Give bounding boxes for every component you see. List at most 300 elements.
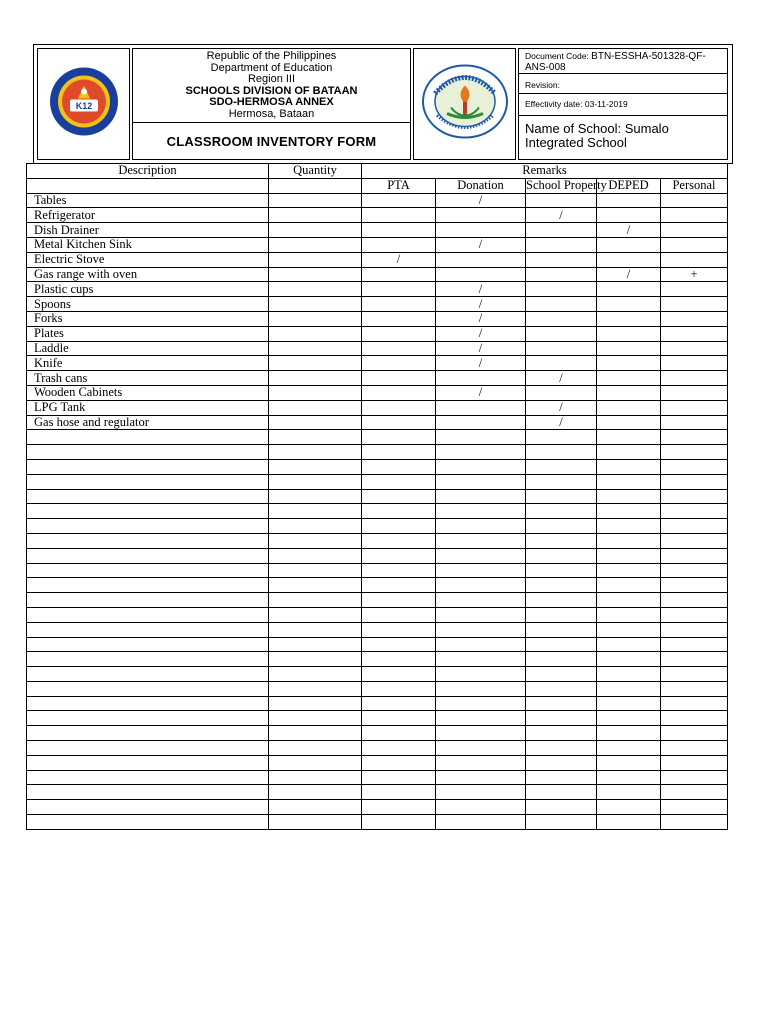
- cell-quantity[interactable]: [269, 237, 362, 252]
- blank-cell[interactable]: [27, 489, 269, 504]
- cell-description[interactable]: Gas range with oven: [27, 267, 269, 282]
- blank-cell[interactable]: [436, 815, 526, 830]
- blank-cell[interactable]: [526, 755, 597, 770]
- cell-pta[interactable]: [362, 385, 436, 400]
- blank-cell[interactable]: [436, 519, 526, 534]
- cell-personal[interactable]: [661, 415, 728, 430]
- blank-cell[interactable]: [436, 430, 526, 445]
- cell-quantity[interactable]: [269, 208, 362, 223]
- blank-cell[interactable]: [362, 563, 436, 578]
- cell-deped[interactable]: [597, 311, 661, 326]
- blank-cell[interactable]: [436, 637, 526, 652]
- blank-cell[interactable]: [269, 637, 362, 652]
- blank-cell[interactable]: [597, 741, 661, 756]
- blank-cell[interactable]: [436, 726, 526, 741]
- blank-cell[interactable]: [269, 726, 362, 741]
- blank-cell[interactable]: [526, 696, 597, 711]
- cell-donation[interactable]: [436, 267, 526, 282]
- blank-cell[interactable]: [526, 533, 597, 548]
- cell-personal[interactable]: [661, 193, 728, 208]
- cell-pta[interactable]: [362, 415, 436, 430]
- cell-quantity[interactable]: [269, 252, 362, 267]
- blank-cell[interactable]: [436, 785, 526, 800]
- blank-cell[interactable]: [436, 563, 526, 578]
- blank-cell[interactable]: [27, 637, 269, 652]
- cell-deped[interactable]: [597, 400, 661, 415]
- cell-pta[interactable]: [362, 326, 436, 341]
- blank-cell[interactable]: [436, 504, 526, 519]
- cell-pta[interactable]: [362, 371, 436, 386]
- blank-cell[interactable]: [661, 607, 728, 622]
- blank-cell[interactable]: [661, 563, 728, 578]
- cell-pta[interactable]: [362, 223, 436, 238]
- blank-cell[interactable]: [27, 755, 269, 770]
- cell-quantity[interactable]: [269, 223, 362, 238]
- blank-cell[interactable]: [362, 637, 436, 652]
- blank-cell[interactable]: [526, 489, 597, 504]
- cell-description[interactable]: Spoons: [27, 297, 269, 312]
- blank-cell[interactable]: [526, 519, 597, 534]
- blank-cell[interactable]: [526, 622, 597, 637]
- blank-cell[interactable]: [526, 681, 597, 696]
- cell-donation[interactable]: [436, 415, 526, 430]
- blank-cell[interactable]: [436, 741, 526, 756]
- cell-personal[interactable]: [661, 252, 728, 267]
- blank-cell[interactable]: [269, 459, 362, 474]
- blank-cell[interactable]: [597, 578, 661, 593]
- blank-cell[interactable]: [269, 755, 362, 770]
- blank-cell[interactable]: [661, 593, 728, 608]
- blank-cell[interactable]: [661, 800, 728, 815]
- cell-personal[interactable]: [661, 311, 728, 326]
- blank-cell[interactable]: [436, 593, 526, 608]
- cell-personal[interactable]: [661, 356, 728, 371]
- blank-cell[interactable]: [269, 563, 362, 578]
- blank-cell[interactable]: [362, 681, 436, 696]
- blank-cell[interactable]: [597, 770, 661, 785]
- blank-cell[interactable]: [27, 533, 269, 548]
- blank-cell[interactable]: [362, 607, 436, 622]
- cell-description[interactable]: Electric Stove: [27, 252, 269, 267]
- cell-deped[interactable]: [597, 237, 661, 252]
- cell-deped[interactable]: /: [597, 267, 661, 282]
- cell-personal[interactable]: [661, 237, 728, 252]
- cell-pta[interactable]: [362, 341, 436, 356]
- blank-cell[interactable]: [27, 711, 269, 726]
- blank-cell[interactable]: [27, 800, 269, 815]
- blank-cell[interactable]: [27, 741, 269, 756]
- cell-donation[interactable]: /: [436, 341, 526, 356]
- cell-description[interactable]: LPG Tank: [27, 400, 269, 415]
- blank-cell[interactable]: [526, 474, 597, 489]
- blank-cell[interactable]: [362, 474, 436, 489]
- blank-cell[interactable]: [597, 681, 661, 696]
- cell-description[interactable]: Laddle: [27, 341, 269, 356]
- cell-description[interactable]: Plastic cups: [27, 282, 269, 297]
- blank-cell[interactable]: [661, 489, 728, 504]
- blank-cell[interactable]: [27, 474, 269, 489]
- blank-cell[interactable]: [597, 459, 661, 474]
- blank-cell[interactable]: [597, 504, 661, 519]
- blank-cell[interactable]: [661, 652, 728, 667]
- cell-donation[interactable]: /: [436, 326, 526, 341]
- blank-cell[interactable]: [362, 785, 436, 800]
- blank-cell[interactable]: [362, 696, 436, 711]
- cell-school-property[interactable]: [526, 267, 597, 282]
- blank-cell[interactable]: [597, 785, 661, 800]
- cell-quantity[interactable]: [269, 193, 362, 208]
- blank-cell[interactable]: [269, 445, 362, 460]
- blank-cell[interactable]: [597, 622, 661, 637]
- blank-cell[interactable]: [661, 711, 728, 726]
- cell-pta[interactable]: [362, 193, 436, 208]
- cell-donation[interactable]: /: [436, 297, 526, 312]
- blank-cell[interactable]: [27, 726, 269, 741]
- blank-cell[interactable]: [362, 548, 436, 563]
- cell-deped[interactable]: [597, 385, 661, 400]
- cell-school-property[interactable]: /: [526, 371, 597, 386]
- cell-personal[interactable]: [661, 371, 728, 386]
- cell-pta[interactable]: [362, 282, 436, 297]
- cell-school-property[interactable]: /: [526, 208, 597, 223]
- cell-deped[interactable]: [597, 326, 661, 341]
- blank-cell[interactable]: [661, 445, 728, 460]
- cell-school-property[interactable]: [526, 326, 597, 341]
- cell-donation[interactable]: /: [436, 237, 526, 252]
- blank-cell[interactable]: [27, 785, 269, 800]
- blank-cell[interactable]: [27, 459, 269, 474]
- blank-cell[interactable]: [436, 474, 526, 489]
- blank-cell[interactable]: [269, 578, 362, 593]
- cell-quantity[interactable]: [269, 341, 362, 356]
- blank-cell[interactable]: [661, 741, 728, 756]
- blank-cell[interactable]: [661, 548, 728, 563]
- cell-description[interactable]: Dish Drainer: [27, 223, 269, 238]
- blank-cell[interactable]: [27, 548, 269, 563]
- cell-quantity[interactable]: [269, 311, 362, 326]
- cell-description[interactable]: Plates: [27, 326, 269, 341]
- blank-cell[interactable]: [27, 667, 269, 682]
- cell-donation[interactable]: [436, 223, 526, 238]
- blank-cell[interactable]: [597, 474, 661, 489]
- blank-cell[interactable]: [436, 445, 526, 460]
- blank-cell[interactable]: [27, 563, 269, 578]
- cell-personal[interactable]: [661, 282, 728, 297]
- blank-cell[interactable]: [269, 741, 362, 756]
- blank-cell[interactable]: [436, 548, 526, 563]
- blank-cell[interactable]: [436, 489, 526, 504]
- blank-cell[interactable]: [436, 711, 526, 726]
- blank-cell[interactable]: [526, 652, 597, 667]
- blank-cell[interactable]: [597, 445, 661, 460]
- cell-description[interactable]: Tables: [27, 193, 269, 208]
- blank-cell[interactable]: [436, 681, 526, 696]
- cell-quantity[interactable]: [269, 385, 362, 400]
- blank-cell[interactable]: [526, 430, 597, 445]
- cell-quantity[interactable]: [269, 415, 362, 430]
- blank-cell[interactable]: [362, 578, 436, 593]
- blank-cell[interactable]: [661, 755, 728, 770]
- cell-school-property[interactable]: [526, 237, 597, 252]
- cell-description[interactable]: Gas hose and regulator: [27, 415, 269, 430]
- blank-cell[interactable]: [269, 652, 362, 667]
- blank-cell[interactable]: [362, 519, 436, 534]
- cell-deped[interactable]: [597, 193, 661, 208]
- blank-cell[interactable]: [269, 430, 362, 445]
- blank-cell[interactable]: [269, 533, 362, 548]
- blank-cell[interactable]: [269, 548, 362, 563]
- cell-deped[interactable]: [597, 371, 661, 386]
- blank-cell[interactable]: [269, 667, 362, 682]
- blank-cell[interactable]: [269, 681, 362, 696]
- blank-cell[interactable]: [526, 548, 597, 563]
- blank-cell[interactable]: [661, 474, 728, 489]
- blank-cell[interactable]: [526, 741, 597, 756]
- blank-cell[interactable]: [597, 607, 661, 622]
- blank-cell[interactable]: [661, 726, 728, 741]
- cell-description[interactable]: Forks: [27, 311, 269, 326]
- cell-donation[interactable]: /: [436, 385, 526, 400]
- cell-description[interactable]: Refrigerator: [27, 208, 269, 223]
- blank-cell[interactable]: [526, 667, 597, 682]
- cell-quantity[interactable]: [269, 267, 362, 282]
- cell-personal[interactable]: [661, 297, 728, 312]
- blank-cell[interactable]: [526, 445, 597, 460]
- blank-cell[interactable]: [597, 667, 661, 682]
- blank-cell[interactable]: [27, 578, 269, 593]
- blank-cell[interactable]: [269, 519, 362, 534]
- cell-school-property[interactable]: [526, 297, 597, 312]
- cell-pta[interactable]: [362, 311, 436, 326]
- blank-cell[interactable]: [661, 815, 728, 830]
- blank-cell[interactable]: [27, 770, 269, 785]
- blank-cell[interactable]: [661, 430, 728, 445]
- cell-quantity[interactable]: [269, 326, 362, 341]
- blank-cell[interactable]: [269, 800, 362, 815]
- blank-cell[interactable]: [597, 800, 661, 815]
- blank-cell[interactable]: [436, 696, 526, 711]
- cell-personal[interactable]: [661, 400, 728, 415]
- cell-donation[interactable]: /: [436, 311, 526, 326]
- blank-cell[interactable]: [269, 711, 362, 726]
- cell-donation[interactable]: /: [436, 356, 526, 371]
- blank-cell[interactable]: [269, 489, 362, 504]
- blank-cell[interactable]: [597, 815, 661, 830]
- blank-cell[interactable]: [269, 622, 362, 637]
- blank-cell[interactable]: [526, 726, 597, 741]
- blank-cell[interactable]: [661, 504, 728, 519]
- cell-description[interactable]: Wooden Cabinets: [27, 385, 269, 400]
- blank-cell[interactable]: [436, 578, 526, 593]
- cell-school-property[interactable]: [526, 223, 597, 238]
- blank-cell[interactable]: [269, 607, 362, 622]
- cell-pta[interactable]: [362, 208, 436, 223]
- blank-cell[interactable]: [661, 519, 728, 534]
- blank-cell[interactable]: [269, 474, 362, 489]
- blank-cell[interactable]: [362, 533, 436, 548]
- blank-cell[interactable]: [597, 637, 661, 652]
- blank-cell[interactable]: [661, 770, 728, 785]
- blank-cell[interactable]: [362, 459, 436, 474]
- cell-quantity[interactable]: [269, 356, 362, 371]
- cell-description[interactable]: Metal Kitchen Sink: [27, 237, 269, 252]
- blank-cell[interactable]: [27, 681, 269, 696]
- blank-cell[interactable]: [661, 696, 728, 711]
- blank-cell[interactable]: [362, 741, 436, 756]
- blank-cell[interactable]: [597, 533, 661, 548]
- blank-cell[interactable]: [436, 800, 526, 815]
- blank-cell[interactable]: [436, 652, 526, 667]
- blank-cell[interactable]: [597, 519, 661, 534]
- blank-cell[interactable]: [526, 815, 597, 830]
- cell-pta[interactable]: [362, 356, 436, 371]
- cell-personal[interactable]: [661, 208, 728, 223]
- cell-school-property[interactable]: [526, 193, 597, 208]
- blank-cell[interactable]: [27, 504, 269, 519]
- blank-cell[interactable]: [269, 785, 362, 800]
- cell-personal[interactable]: [661, 326, 728, 341]
- cell-school-property[interactable]: [526, 385, 597, 400]
- cell-donation[interactable]: [436, 371, 526, 386]
- blank-cell[interactable]: [27, 430, 269, 445]
- blank-cell[interactable]: [597, 755, 661, 770]
- blank-cell[interactable]: [597, 548, 661, 563]
- cell-school-property[interactable]: [526, 311, 597, 326]
- blank-cell[interactable]: [526, 785, 597, 800]
- blank-cell[interactable]: [362, 815, 436, 830]
- blank-cell[interactable]: [526, 770, 597, 785]
- blank-cell[interactable]: [362, 652, 436, 667]
- blank-cell[interactable]: [269, 770, 362, 785]
- blank-cell[interactable]: [27, 815, 269, 830]
- cell-description[interactable]: Knife: [27, 356, 269, 371]
- cell-personal[interactable]: +: [661, 267, 728, 282]
- cell-school-property[interactable]: /: [526, 400, 597, 415]
- blank-cell[interactable]: [362, 726, 436, 741]
- blank-cell[interactable]: [526, 607, 597, 622]
- cell-pta[interactable]: /: [362, 252, 436, 267]
- blank-cell[interactable]: [661, 622, 728, 637]
- blank-cell[interactable]: [661, 533, 728, 548]
- blank-cell[interactable]: [526, 711, 597, 726]
- cell-deped[interactable]: [597, 297, 661, 312]
- blank-cell[interactable]: [362, 711, 436, 726]
- blank-cell[interactable]: [597, 563, 661, 578]
- cell-deped[interactable]: [597, 415, 661, 430]
- cell-donation[interactable]: /: [436, 282, 526, 297]
- cell-deped[interactable]: [597, 356, 661, 371]
- cell-school-property[interactable]: [526, 356, 597, 371]
- blank-cell[interactable]: [526, 637, 597, 652]
- cell-pta[interactable]: [362, 400, 436, 415]
- cell-school-property[interactable]: [526, 252, 597, 267]
- cell-school-property[interactable]: [526, 282, 597, 297]
- blank-cell[interactable]: [661, 667, 728, 682]
- blank-cell[interactable]: [362, 445, 436, 460]
- blank-cell[interactable]: [362, 593, 436, 608]
- cell-pta[interactable]: [362, 267, 436, 282]
- blank-cell[interactable]: [362, 755, 436, 770]
- blank-cell[interactable]: [436, 607, 526, 622]
- cell-deped[interactable]: /: [597, 223, 661, 238]
- cell-deped[interactable]: [597, 208, 661, 223]
- blank-cell[interactable]: [526, 563, 597, 578]
- blank-cell[interactable]: [362, 430, 436, 445]
- cell-deped[interactable]: [597, 252, 661, 267]
- cell-quantity[interactable]: [269, 282, 362, 297]
- blank-cell[interactable]: [526, 593, 597, 608]
- cell-personal[interactable]: [661, 223, 728, 238]
- blank-cell[interactable]: [661, 578, 728, 593]
- blank-cell[interactable]: [597, 489, 661, 504]
- cell-deped[interactable]: [597, 282, 661, 297]
- cell-quantity[interactable]: [269, 371, 362, 386]
- blank-cell[interactable]: [436, 770, 526, 785]
- cell-donation[interactable]: [436, 208, 526, 223]
- blank-cell[interactable]: [27, 607, 269, 622]
- blank-cell[interactable]: [27, 622, 269, 637]
- blank-cell[interactable]: [597, 593, 661, 608]
- blank-cell[interactable]: [526, 504, 597, 519]
- cell-personal[interactable]: [661, 341, 728, 356]
- cell-pta[interactable]: [362, 297, 436, 312]
- blank-cell[interactable]: [661, 637, 728, 652]
- cell-donation[interactable]: [436, 400, 526, 415]
- cell-quantity[interactable]: [269, 400, 362, 415]
- blank-cell[interactable]: [362, 667, 436, 682]
- blank-cell[interactable]: [436, 459, 526, 474]
- blank-cell[interactable]: [597, 726, 661, 741]
- blank-cell[interactable]: [436, 533, 526, 548]
- blank-cell[interactable]: [526, 459, 597, 474]
- blank-cell[interactable]: [362, 770, 436, 785]
- blank-cell[interactable]: [27, 445, 269, 460]
- cell-deped[interactable]: [597, 341, 661, 356]
- blank-cell[interactable]: [661, 459, 728, 474]
- blank-cell[interactable]: [27, 652, 269, 667]
- blank-cell[interactable]: [362, 622, 436, 637]
- blank-cell[interactable]: [597, 711, 661, 726]
- blank-cell[interactable]: [526, 578, 597, 593]
- cell-description[interactable]: Trash cans: [27, 371, 269, 386]
- cell-quantity[interactable]: [269, 297, 362, 312]
- blank-cell[interactable]: [661, 785, 728, 800]
- blank-cell[interactable]: [526, 800, 597, 815]
- cell-donation[interactable]: /: [436, 193, 526, 208]
- blank-cell[interactable]: [597, 652, 661, 667]
- blank-cell[interactable]: [362, 800, 436, 815]
- blank-cell[interactable]: [362, 489, 436, 504]
- blank-cell[interactable]: [436, 667, 526, 682]
- blank-cell[interactable]: [27, 696, 269, 711]
- blank-cell[interactable]: [597, 696, 661, 711]
- blank-cell[interactable]: [436, 755, 526, 770]
- cell-donation[interactable]: [436, 252, 526, 267]
- blank-cell[interactable]: [269, 815, 362, 830]
- cell-school-property[interactable]: /: [526, 415, 597, 430]
- cell-school-property[interactable]: [526, 341, 597, 356]
- cell-personal[interactable]: [661, 385, 728, 400]
- blank-cell[interactable]: [269, 504, 362, 519]
- blank-cell[interactable]: [269, 696, 362, 711]
- blank-cell[interactable]: [597, 430, 661, 445]
- blank-cell[interactable]: [27, 593, 269, 608]
- blank-cell[interactable]: [362, 504, 436, 519]
- blank-cell[interactable]: [269, 593, 362, 608]
- blank-cell[interactable]: [27, 519, 269, 534]
- blank-cell[interactable]: [661, 681, 728, 696]
- cell-pta[interactable]: [362, 237, 436, 252]
